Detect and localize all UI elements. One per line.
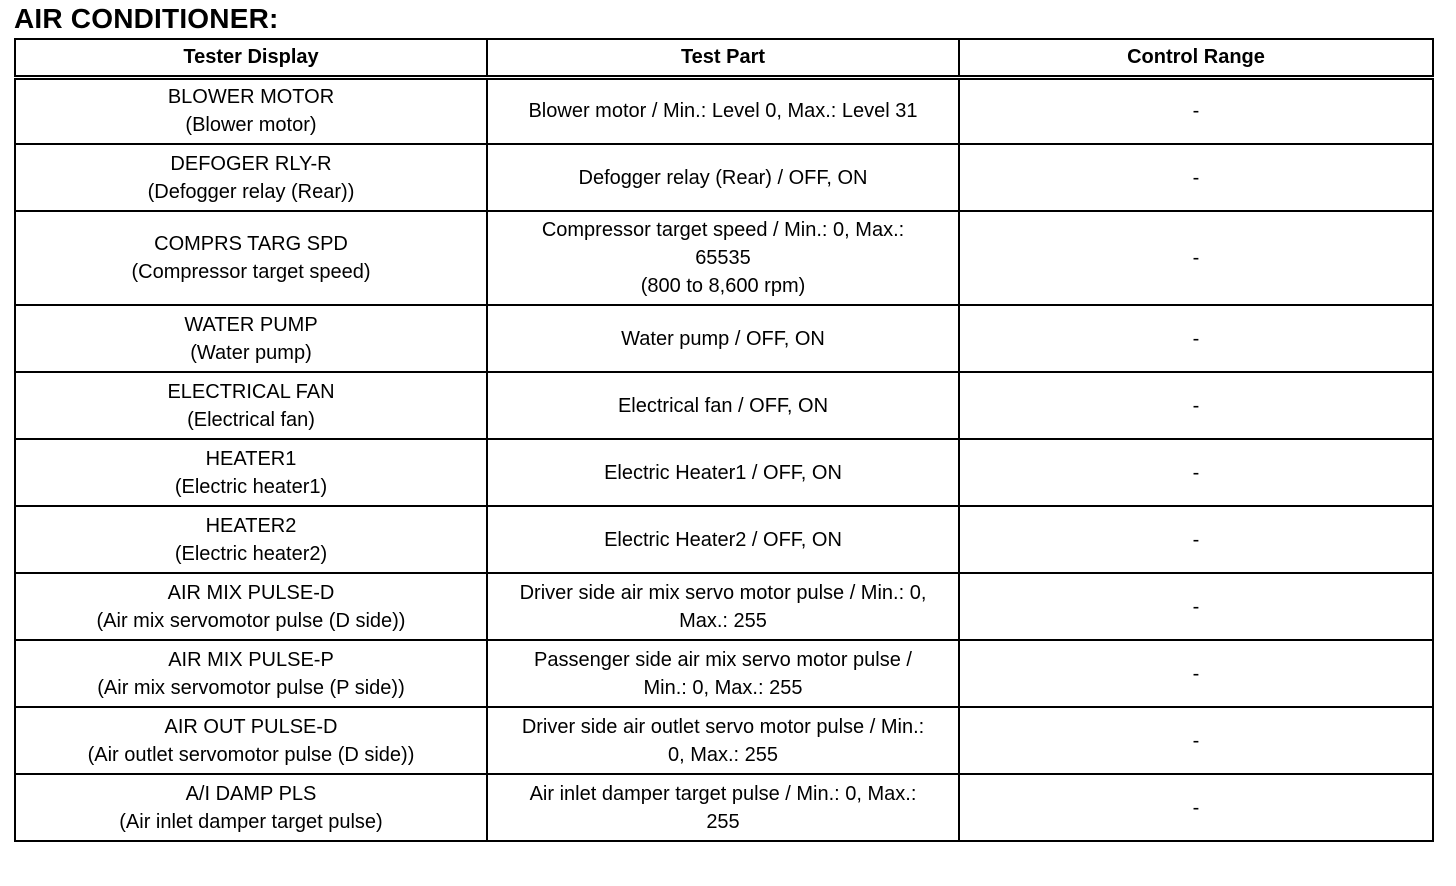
tester-display-cell xyxy=(15,707,487,774)
test-part-line: Electric Heater2 / OFF, ON xyxy=(604,528,842,551)
test-part-cell xyxy=(487,77,959,144)
control-range-cell: - xyxy=(959,573,1433,640)
test-part-cell xyxy=(487,506,959,573)
display-description: (Air mix servomotor pulse (D side)) xyxy=(96,609,406,632)
display-description: (Defogger relay (Rear)) xyxy=(147,180,355,203)
test-part-line: Defogger relay (Rear) / OFF, ON xyxy=(578,166,868,189)
table-row xyxy=(15,707,1433,774)
display-description: (Electrical fan) xyxy=(187,408,315,431)
table-row xyxy=(15,439,1433,506)
table-row xyxy=(15,305,1433,372)
test-part-cell xyxy=(487,372,959,439)
test-part-line: Driver side air outlet servo motor pulse / Min.: xyxy=(521,715,925,738)
table-row xyxy=(15,774,1433,841)
control-range-cell: - xyxy=(959,774,1433,841)
control-range-cell: - xyxy=(959,144,1433,211)
display-code: AIR OUT PULSE-D xyxy=(164,715,338,738)
section-title: AIR CONDITIONER: xyxy=(14,3,279,34)
test-part-line: Air inlet damper target pulse / Min.: 0, Max.: xyxy=(529,782,917,805)
header-tester-display: Tester Display xyxy=(15,39,487,77)
display-description: (Blower motor) xyxy=(185,114,317,137)
test-part-line: Electric Heater1 / OFF, ON xyxy=(604,461,842,484)
table-row xyxy=(15,506,1433,573)
test-part-cell xyxy=(487,439,959,506)
air-conditioner-table xyxy=(14,38,1434,842)
header-row xyxy=(15,39,1433,77)
table-row xyxy=(15,640,1433,707)
test-part-line: Min.: 0, Max.: 255 xyxy=(643,676,803,699)
test-part-cell xyxy=(487,211,959,305)
table-row xyxy=(15,144,1433,211)
test-part-line: Water pump / OFF, ON xyxy=(621,327,825,350)
display-description: (Compressor target speed) xyxy=(131,261,371,283)
tester-display-cell xyxy=(15,144,487,211)
display-code: ELECTRICAL FAN xyxy=(167,380,335,403)
tester-display-cell xyxy=(15,439,487,506)
control-range-cell: - xyxy=(959,439,1433,506)
tester-display-cell xyxy=(15,211,487,305)
test-part-cell xyxy=(487,305,959,372)
control-range-cell: - xyxy=(959,640,1433,707)
display-description: (Air outlet servomotor pulse (D side)) xyxy=(87,743,415,766)
tester-display-cell xyxy=(15,506,487,573)
control-range-cell: - xyxy=(959,506,1433,573)
display-code: AIR MIX PULSE-P xyxy=(168,648,334,671)
test-part-cell xyxy=(487,774,959,841)
table-row xyxy=(15,211,1433,305)
tester-display-cell xyxy=(15,372,487,439)
test-part-line: 0, Max.: 255 xyxy=(667,743,779,766)
control-range-cell: - xyxy=(959,372,1433,439)
test-part-cell xyxy=(487,707,959,774)
display-description: (Air inlet damper target pulse) xyxy=(119,810,383,833)
display-code: WATER PUMP xyxy=(184,313,318,336)
tester-display-cell xyxy=(15,77,487,144)
test-part-cell xyxy=(487,573,959,640)
tester-display-cell xyxy=(15,573,487,640)
display-code: BLOWER MOTOR xyxy=(167,86,335,109)
tester-display-cell xyxy=(15,305,487,372)
display-code: HEATER2 xyxy=(205,514,297,537)
control-range-cell: - xyxy=(959,211,1433,305)
test-part-cell xyxy=(487,640,959,707)
table-row xyxy=(15,77,1433,144)
test-part-line: Max.: 255 xyxy=(679,609,767,632)
test-part-line: (800 to 8,600 rpm) xyxy=(640,275,806,297)
display-code: COMPRS TARG SPD xyxy=(154,233,348,255)
display-code: DEFOGER RLY-R xyxy=(170,152,332,175)
test-part-line: Blower motor / Min.: Level 0, Max.: Level 31 xyxy=(528,100,918,123)
header-test-part: Test Part xyxy=(487,39,959,77)
tester-display-cell xyxy=(15,640,487,707)
display-description: (Electric heater1) xyxy=(174,475,328,498)
table-row xyxy=(15,573,1433,640)
tester-display-cell xyxy=(15,774,487,841)
display-description: (Air mix servomotor pulse (P side)) xyxy=(97,676,405,699)
display-description: (Electric heater2) xyxy=(174,542,328,565)
test-part-line: Passenger side air mix servo motor pulse / xyxy=(534,648,912,671)
test-part-cell xyxy=(487,144,959,211)
test-part-line: Driver side air mix servo motor pulse / Min.: 0, xyxy=(519,581,927,604)
control-range-cell: - xyxy=(959,305,1433,372)
test-part-line: Compressor target speed / Min.: 0, Max.: xyxy=(541,219,905,241)
control-range-cell: - xyxy=(959,707,1433,774)
test-part-line: 255 xyxy=(706,810,740,833)
header-control-range: Control Range xyxy=(959,39,1433,77)
control-range-cell: - xyxy=(959,77,1433,144)
test-part-line: 65535 xyxy=(695,247,751,269)
display-description: (Water pump) xyxy=(190,341,312,364)
table-row xyxy=(15,372,1433,439)
display-code: HEATER1 xyxy=(205,447,297,470)
test-part-line: Electrical fan / OFF, ON xyxy=(617,394,829,417)
display-code: A/I DAMP PLS xyxy=(185,782,317,805)
display-code: AIR MIX PULSE-D xyxy=(167,581,335,604)
